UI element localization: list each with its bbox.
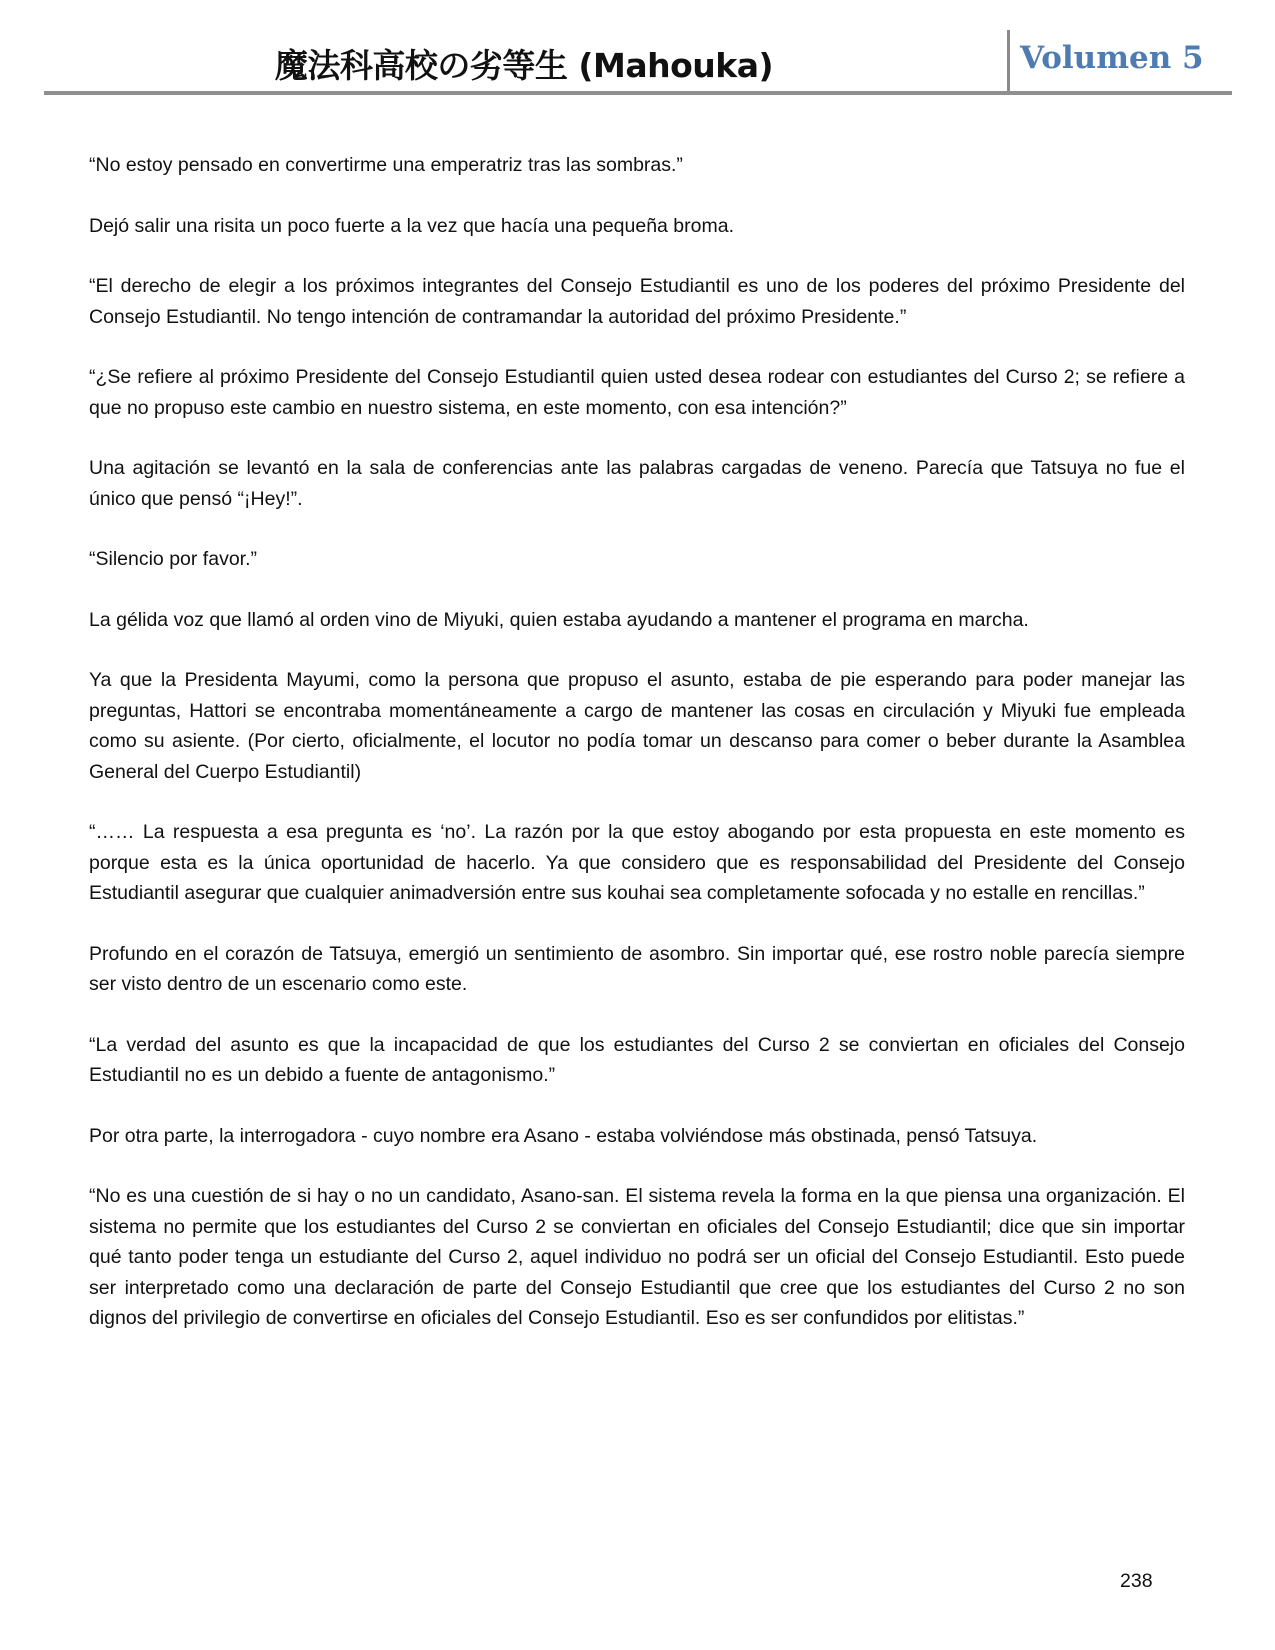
paragraph: Profundo en el corazón de Tatsuya, emergió un sentimiento de asombro. Sin importar qué, ese rostro noble parecía siempre ser visto dentro de un escenario como este. xyxy=(89,942,1185,995)
page-number: 238 xyxy=(1120,1570,1153,1592)
paragraph: Dejó salir una risita un poco fuerte a la vez que hacía una pequeña broma. xyxy=(89,214,734,237)
paragraph: “¿Se refiere al próximo Presidente del Consejo Estudiantil quien usted desea rodear con estudiantes del Curso 2; se refiere a que no propuso este cambio en nuestro sistema, en este momento, con esa intención?” xyxy=(89,366,1185,419)
book-title: 魔法科高校の劣等生 (Mahouka) xyxy=(274,46,774,85)
page-body xyxy=(89,150,1185,1364)
paragraph: Ya que la Presidenta Mayumi, como la persona que propuso el asunto, estaba de pie esperando para poder manejar las preguntas, Hattori se encontraba momentáneamente a cargo de mantener las cosas en circulación y Miyuki fue empleada como su asiente. (Por cierto, oficialmente, el locutor no podía tomar un descanso para comer o beber durante la Asamblea General del Cuerpo Estudiantil) xyxy=(89,669,1185,783)
header-divider xyxy=(1007,30,1010,93)
paragraph: Una agitación se levantó en la sala de conferencias ante las palabras cargadas de veneno. Parecía que Tatsuya no fue el único que pensó “¡Hey!”. xyxy=(89,457,1185,510)
paragraph: “La verdad del asunto es que la incapacidad de que los estudiantes del Curso 2 se conviertan en oficiales del Consejo Estudiantil no es un debido a fuente de antagonismo.” xyxy=(89,1033,1185,1086)
paragraph: “Silencio por favor.” xyxy=(89,548,257,570)
page-header xyxy=(44,28,1232,94)
paragraph: “No estoy pensado en convertirme una emperatriz tras las sombras.” xyxy=(89,154,683,176)
paragraph: “No es una cuestión de si hay o no un candidato, Asano-san. El sistema revela la forma en la que piensa una organización. El sistema no permite que los estudiantes del Curso 2 se conviertan en oficiales del Consejo Estudiantil; dice que sin importar qué tanto poder tenga un estudiante del Curso 2, aquel individuo no podrá ser un oficial del Consejo Estudiantil. Esto puede ser interpretado como una declaración de parte del Consejo Estudiantil que cree que los estudiantes del Curso 2 no son dignos del privilegio de convertirse en oficiales del Consejo Estudiantil. Eso es ser confundidos por elitistas.” xyxy=(89,1185,1185,1329)
volume-label: Volumen 5 xyxy=(1020,40,1204,76)
paragraph: La gélida voz que llamó al orden vino de Miyuki, quien estaba ayudando a mantener el programa en marcha. xyxy=(89,608,1029,631)
paragraph: Por otra parte, la interrogadora - cuyo nombre era Asano - estaba volviéndose más obstinada, pensó Tatsuya. xyxy=(89,1124,1038,1147)
header-rule xyxy=(44,91,1232,95)
paragraph: “…… La respuesta a esa pregunta es ‘no’. La razón por la que estoy abogando por esta propuesta en este momento es porque esta es la única oportunidad de hacerlo. Ya que considero que es responsabilidad del Presidente del Consejo Estudiantil asegurar que cualquier animadversión entre sus kouhai sea completamente sofocada y no estalle en rencillas.” xyxy=(89,821,1185,904)
paragraph: “El derecho de elegir a los próximos integrantes del Consejo Estudiantil es uno de los poderes del próximo Presidente del Consejo Estudiantil. No tengo intención de contramandar la autoridad del próximo Presidente.” xyxy=(89,275,1185,328)
